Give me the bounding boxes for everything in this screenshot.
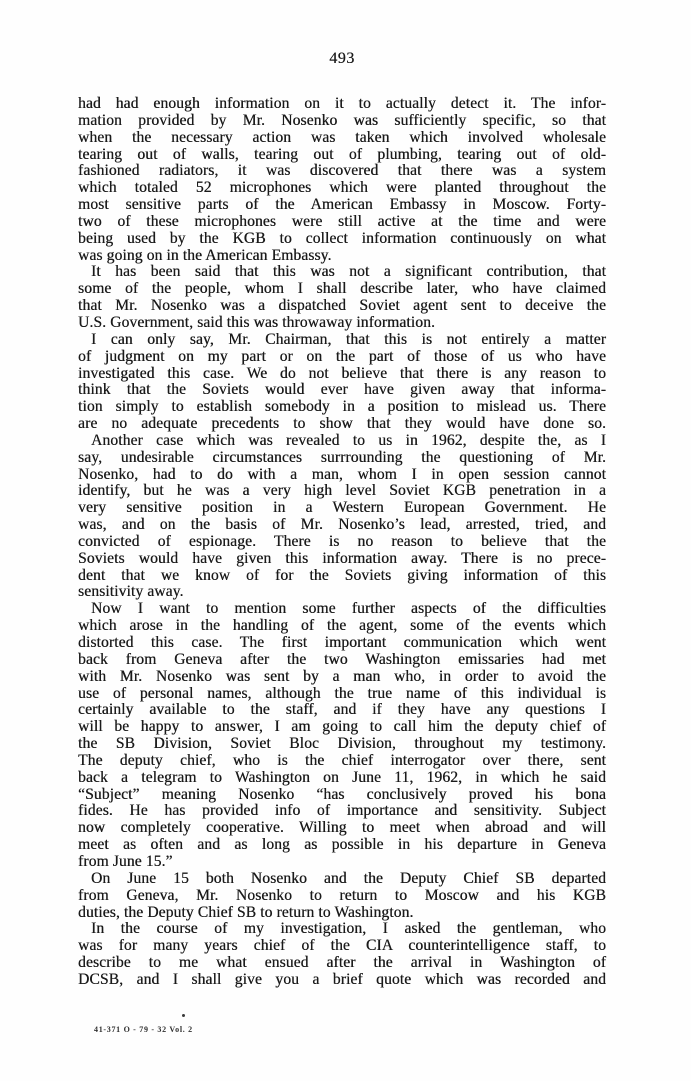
text-line: fides. He has provided info of importance and sensitivity. Subject — [78, 802, 606, 820]
text-line: are no adequate precedents to show that they would have done so. — [78, 415, 606, 433]
paragraph — [78, 921, 606, 988]
print-run-code: 41-371 O - 79 - 32 Vol. 2 — [94, 1025, 193, 1034]
text-line: two of these microphones were still active at the time and were — [78, 212, 606, 230]
text-line: tion simply to establish somebody in a position to mislead us. There — [78, 398, 606, 416]
text-line: describe to me what ensued after the arrival in Washington of — [78, 954, 606, 972]
text-line: think that the Soviets would ever have given away that informa- — [78, 381, 606, 399]
text-line: U.S. Government, said this was throwaway information. — [78, 313, 435, 331]
text-line: from June 15.” — [78, 852, 173, 870]
text-line: certainly available to the staff, and if they have any questions I — [78, 701, 606, 719]
text-line: duties, the Deputy Chief SB to return to Washington. — [78, 903, 414, 921]
text-line: distorted this case. The first important communication which went — [78, 634, 606, 651]
text-line: I can only say, Mr. Chairman, that this is not entirely a matter — [91, 330, 606, 348]
text-line: will be happy to answer, I am going to call him the deputy chief of — [78, 718, 606, 736]
text-line: Nosenko, had to do with a man, whom I in open session cannot — [78, 465, 606, 483]
text-line: back a telegram to Washington on June 11, 1962, in which he said — [78, 768, 606, 786]
paragraph — [78, 601, 606, 871]
ink-speck — [182, 1014, 185, 1017]
text-line: fashioned radiators, it was discovered that there was a system — [78, 162, 606, 180]
text-line: investigated this case. We do not believe that there is any reason to — [78, 364, 606, 382]
text-line: was, and on the basis of Mr. Nosenko’s lead, arrested, tried, and — [78, 516, 606, 534]
text-line: which totaled 52 microphones which were planted throughout the — [78, 179, 606, 197]
text-line: tearing out of walls, tearing out of plumbing, tearing out of old- — [78, 145, 606, 163]
text-line: dent that we know of for the Soviets giving information of this — [78, 566, 606, 584]
text-line: of judgment on my part or on the part of those of us who have — [78, 347, 606, 365]
text-line: DCSB, and I shall give you a brief quote which was recorded and — [78, 970, 606, 988]
text-line: was going on in the American Embassy. — [78, 246, 332, 264]
text-line: now completely cooperative. Willing to meet when abroad and will — [78, 819, 606, 837]
page-number: 493 — [329, 50, 355, 67]
text-line: Another case which was revealed to us in 1962, despite the, as I — [91, 431, 606, 449]
text-line: was for many years chief of the CIA counterintelligence staff, to — [78, 937, 606, 955]
text-line: sensitivity away. — [78, 583, 184, 601]
paragraph — [78, 433, 606, 601]
text-line: mation provided by Mr. Nosenko was sufficiently specific, so that — [78, 111, 606, 129]
text-line: the SB Division, Soviet Bloc Division, throughout my testimony. — [78, 735, 606, 753]
text-line: from Geneva, Mr. Nosenko to return to Moscow and his KGB — [78, 886, 606, 904]
paragraph — [78, 871, 606, 922]
text-line: being used by the KGB to collect information continuously on what — [78, 229, 606, 247]
text-line: convicted of espionage. There is no reason to believe that the — [78, 532, 606, 550]
body-text — [78, 96, 606, 989]
text-line: “Subject” meaning Nosenko “has conclusively proved his bona — [78, 785, 606, 803]
text-line: when the necessary action was taken which involved wholesale — [78, 128, 606, 146]
text-line: which arose in the handling of the agent, some of the events which — [78, 617, 606, 635]
text-line: with Mr. Nosenko was sent by a man who, in order to avoid the — [78, 667, 606, 685]
text-line: back from Geneva after the two Washington emissaries had met — [78, 650, 606, 668]
paragraph — [78, 332, 606, 433]
text-line: The deputy chief, who is the chief interrogator over there, sent — [78, 751, 606, 769]
text-line: use of personal names, although the true name of this individual is — [78, 684, 606, 702]
text-line: It has been said that this was not a significant contribution, that — [91, 263, 606, 281]
text-line: meet as often and as long as possible in his departure in Geneva — [78, 836, 606, 854]
paragraph — [78, 264, 606, 331]
text-line: some of the people, whom I shall describe later, who have claimed — [78, 280, 606, 298]
text-line: In the course of my investigation, I asked the gentleman, who — [91, 920, 606, 938]
text-line: Now I want to mention some further aspects of the difficulties — [91, 600, 606, 618]
text-line: most sensitive parts of the American Embassy in Moscow. Forty- — [78, 196, 606, 214]
paragraph — [78, 96, 606, 264]
text-line: very sensitive position in a Western European Government. He — [78, 499, 606, 517]
text-line: say, undesirable circumstances surrrounding the questioning of Mr. — [78, 448, 606, 466]
text-line: Soviets would have given this information away. There is no prece- — [78, 549, 606, 567]
text-line: On June 15 both Nosenko and the Deputy Chief SB departed — [91, 869, 606, 887]
text-line: had had enough information on it to actually detect it. The infor- — [78, 95, 606, 112]
text-line: identify, but he was a very high level Soviet KGB penetration in a — [78, 482, 606, 500]
text-line: that Mr. Nosenko was a dispatched Soviet agent sent to deceive the — [78, 297, 606, 315]
